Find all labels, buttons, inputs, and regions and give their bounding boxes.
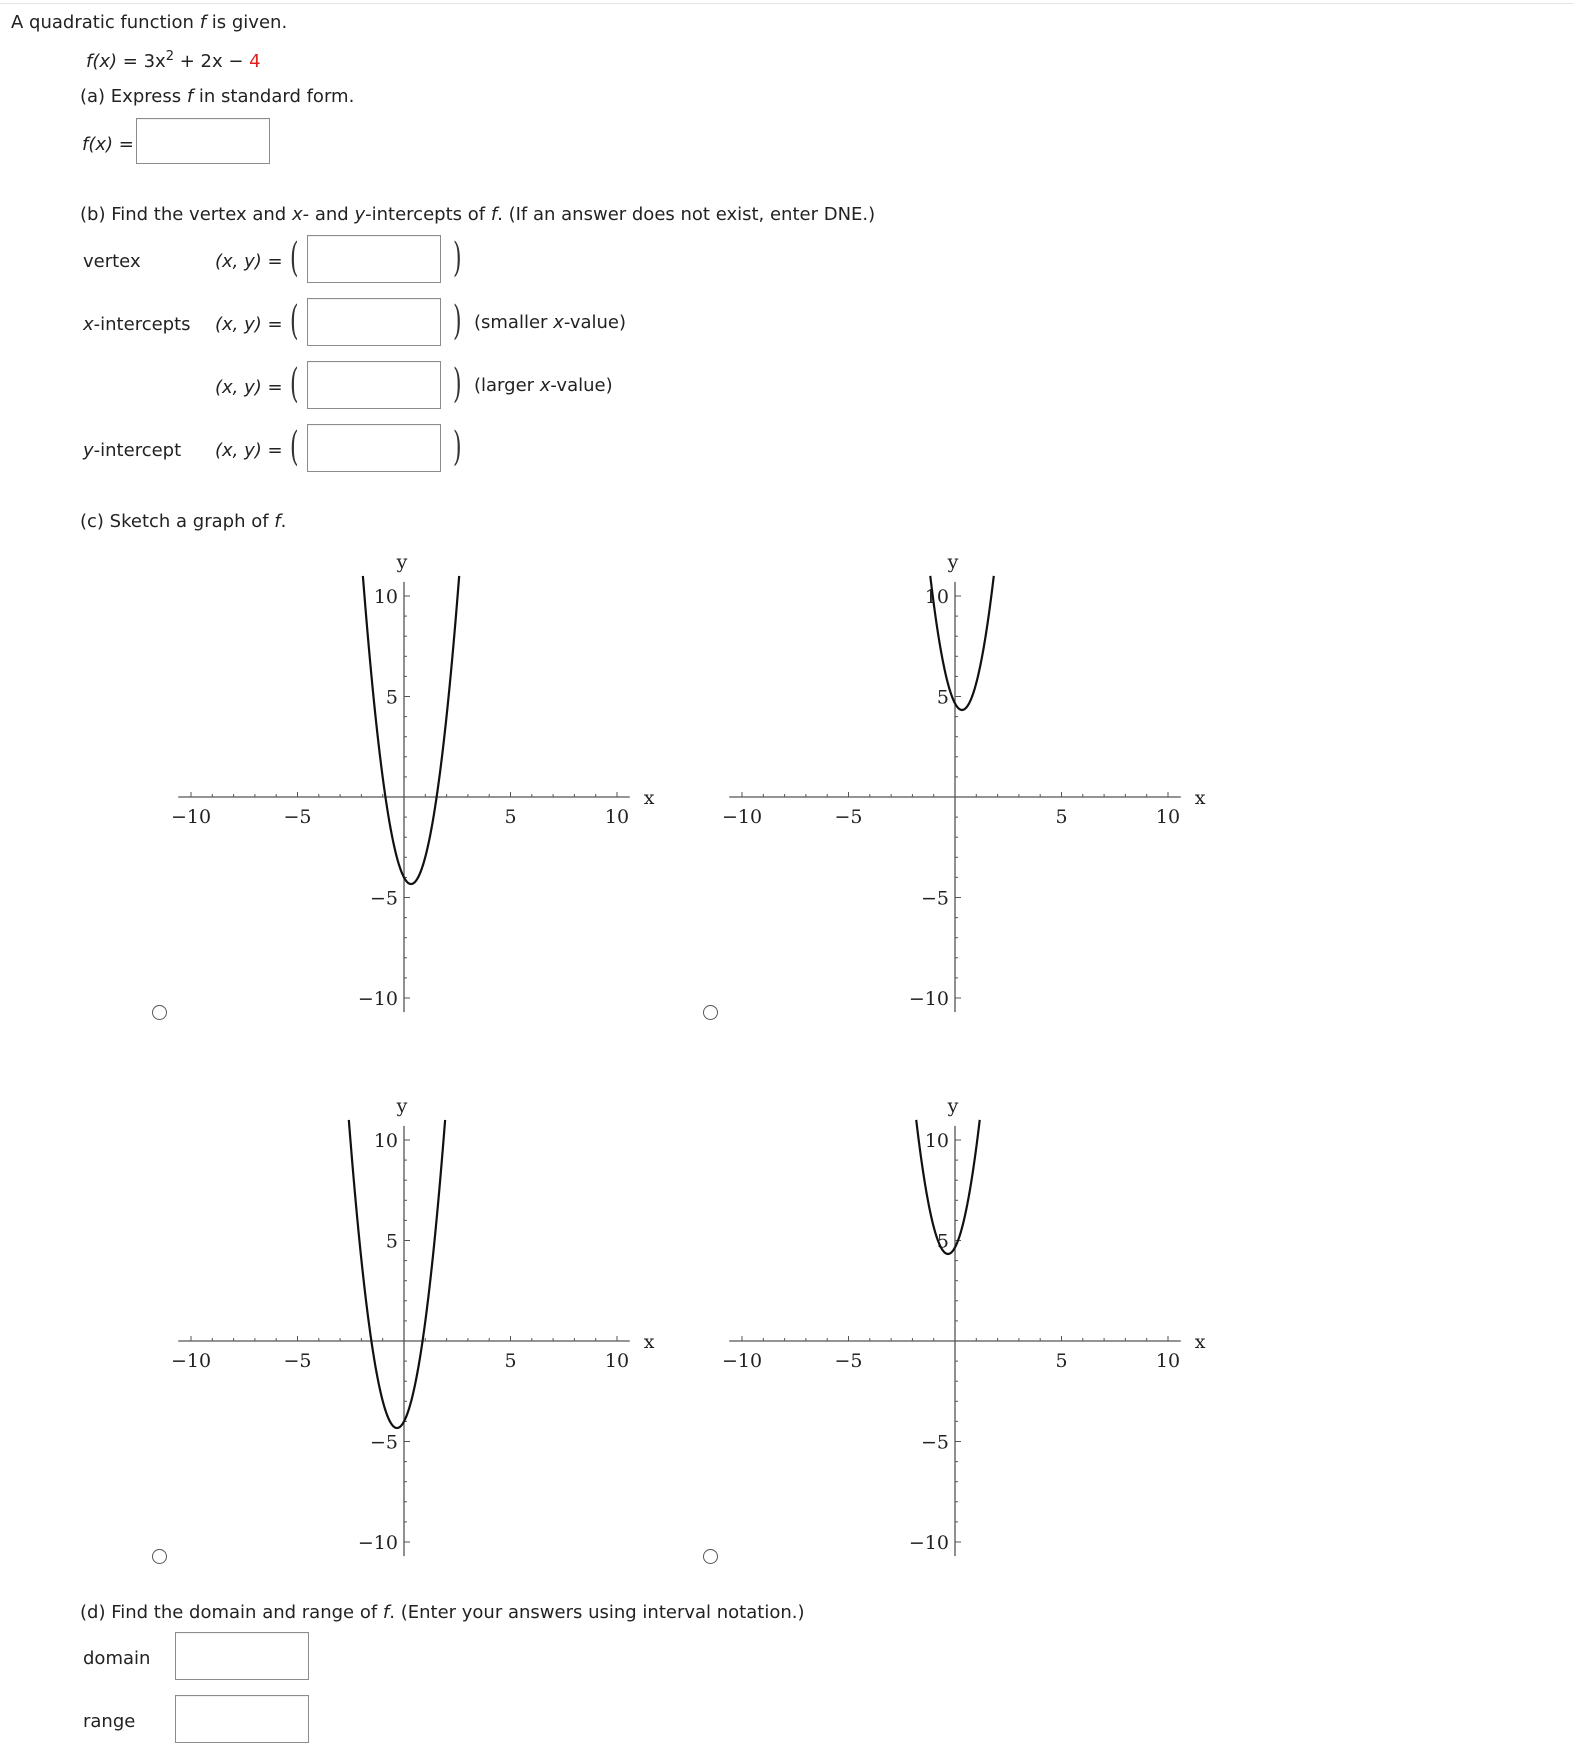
part-b-prompt-end: . (If an answer does not exist, enter DNE.) bbox=[497, 204, 876, 225]
x-intercepts-var: x bbox=[83, 314, 94, 335]
y-tick-label: 5 bbox=[936, 686, 949, 709]
y-tick-label: 5 bbox=[385, 1230, 398, 1253]
range-label: range bbox=[83, 1711, 136, 1732]
x-intercept-1-open-paren: ( bbox=[290, 298, 299, 344]
x-tick-label: −10 bbox=[170, 1350, 212, 1372]
y-tick-label: −10 bbox=[908, 988, 949, 1010]
y-intercept-text: -intercept bbox=[93, 440, 182, 461]
y-tick-label: −5 bbox=[920, 1431, 949, 1454]
y-tick-label: −10 bbox=[357, 988, 398, 1010]
part-c-prompt-f: f bbox=[274, 511, 281, 532]
y-tick-label: 10 bbox=[924, 586, 949, 608]
larger-note-start: (larger bbox=[474, 375, 540, 396]
y-intercept-open-paren: ( bbox=[290, 424, 299, 470]
y-tick-label: −10 bbox=[908, 1532, 949, 1554]
part-a-prompt-end: in standard form. bbox=[198, 86, 355, 107]
part-a-prompt-start: (a) Express bbox=[80, 86, 182, 107]
larger-note-end: -value) bbox=[550, 375, 613, 396]
y-tick-label: −10 bbox=[357, 1532, 398, 1554]
x-tick-label: 5 bbox=[1055, 806, 1068, 828]
part-b-x-var: x bbox=[291, 204, 303, 225]
part-c-prompt-start: (c) Sketch a graph of bbox=[80, 511, 269, 532]
x-tick-label: −5 bbox=[283, 1350, 312, 1372]
y-axis-label: y bbox=[947, 550, 959, 573]
vertex-label: vertex bbox=[83, 251, 141, 272]
range-input[interactable] bbox=[175, 1695, 309, 1743]
x-tick-label: −10 bbox=[721, 806, 763, 828]
part-d-prompt bbox=[80, 1602, 805, 1623]
x-tick-label: 10 bbox=[604, 806, 630, 828]
part-b-mid1: - and bbox=[302, 204, 349, 225]
larger-note-var: x bbox=[539, 375, 551, 396]
vertex-open-paren: ( bbox=[290, 235, 299, 281]
y-tick-label: −5 bbox=[369, 1431, 398, 1454]
smaller-note-end: -value) bbox=[563, 312, 627, 333]
part-d-prompt-start: (d) Find the domain and range of bbox=[80, 1602, 378, 1623]
function-eq: = 3x bbox=[117, 51, 166, 72]
y-axis-label: y bbox=[396, 550, 408, 573]
x-intercept-2-close-paren: ) bbox=[453, 361, 462, 407]
part-a-prompt-f: f bbox=[186, 86, 194, 107]
y-axis-label: y bbox=[396, 1094, 408, 1117]
x-tick-label: 10 bbox=[1155, 806, 1181, 828]
intro-start: A quadratic function bbox=[11, 12, 194, 33]
part-c-prompt-end: . bbox=[280, 511, 287, 532]
y-tick-label: 10 bbox=[373, 1130, 398, 1152]
x-tick-label: 10 bbox=[604, 1350, 630, 1372]
domain-label: domain bbox=[83, 1648, 151, 1669]
x-axis-label: x bbox=[1194, 1331, 1206, 1353]
function-lhs: f(x) bbox=[86, 51, 118, 72]
domain-input[interactable] bbox=[175, 1632, 309, 1680]
function-mid: + 2x − bbox=[173, 51, 250, 72]
x-tick-label: −10 bbox=[721, 1350, 763, 1372]
y-axis-label: y bbox=[947, 1094, 959, 1117]
x-tick-label: −10 bbox=[170, 806, 212, 828]
x-intercept-1-xy-label: (x, y) = bbox=[215, 314, 283, 335]
x-tick-label: 10 bbox=[1155, 1350, 1181, 1372]
function-exponent: 2 bbox=[165, 49, 174, 64]
x-tick-label: 5 bbox=[1055, 1350, 1068, 1372]
x-tick-label: −5 bbox=[283, 806, 312, 828]
smaller-note-start: (smaller bbox=[474, 312, 554, 333]
y-tick-label: 5 bbox=[385, 686, 398, 709]
intro-end: is given. bbox=[211, 12, 288, 33]
x-intercept-2-open-paren: ( bbox=[290, 361, 299, 407]
x-tick-label: −5 bbox=[834, 1350, 863, 1372]
x-tick-label: 5 bbox=[504, 1350, 517, 1372]
x-axis-label: x bbox=[643, 1331, 655, 1353]
y-intercept-var: y bbox=[83, 440, 94, 461]
part-b-y-var: y bbox=[354, 204, 366, 225]
y-intercept-xy-label: (x, y) = bbox=[215, 440, 283, 461]
intro-f: f bbox=[199, 12, 207, 33]
part-d-prompt-f: f bbox=[382, 1602, 390, 1623]
part-a-field-label: f(x) = bbox=[82, 134, 134, 155]
x-intercept-1-close-paren: ) bbox=[453, 298, 462, 344]
x-axis-label: x bbox=[643, 787, 655, 809]
part-d-prompt-end: . (Enter your answers using interval notation.) bbox=[389, 1602, 805, 1623]
part-b-mid2: -intercepts of bbox=[365, 204, 486, 225]
vertex-close-paren: ) bbox=[453, 235, 462, 281]
x-intercept-2-xy-label: (x, y) = bbox=[215, 377, 283, 398]
y-tick-label: 10 bbox=[373, 586, 398, 608]
y-tick-label: 10 bbox=[924, 1130, 949, 1152]
smaller-note-var: x bbox=[553, 312, 564, 333]
part-b-f-var: f bbox=[490, 204, 498, 225]
x-tick-label: −5 bbox=[834, 806, 863, 828]
y-tick-label: −5 bbox=[369, 887, 398, 910]
function-constant: 4 bbox=[249, 51, 261, 72]
x-intercepts-text: -intercepts bbox=[93, 314, 191, 335]
x-axis-label: x bbox=[1194, 787, 1206, 809]
y-intercept-close-paren: ) bbox=[453, 424, 462, 470]
x-tick-label: 5 bbox=[504, 806, 517, 828]
part-b-prompt-start: (b) Find the vertex and bbox=[80, 204, 287, 225]
y-tick-label: 5 bbox=[936, 1230, 949, 1253]
y-tick-label: −5 bbox=[920, 887, 949, 910]
vertex-xy-label: (x, y) = bbox=[215, 251, 283, 272]
